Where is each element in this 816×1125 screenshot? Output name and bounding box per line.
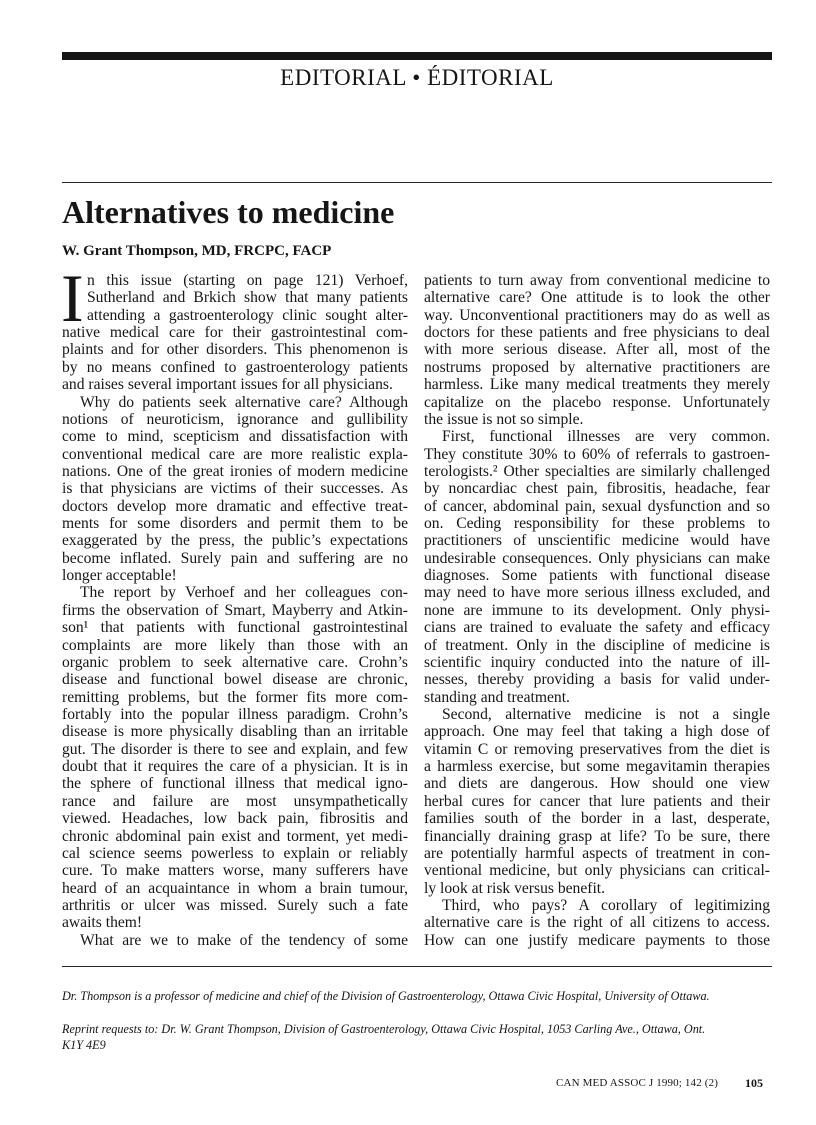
body-text-line: harmless. Like many medical treatments they merely [424,376,770,394]
article-title: Alternatives to medicine [62,194,395,230]
body-text-line: may need to have more serious illness excluded, and [424,584,770,602]
paragraph [62,584,408,931]
body-text-line: by no means confined to gastroenterology patients [62,358,408,376]
body-text-line: ly look at risk versus benefit. [424,879,606,897]
title-rule [62,182,772,183]
body-text-line: practitioners of unscientific medicine would have [424,532,770,550]
body-text-line: become inflated. Surely pain and suffering are no [62,549,408,567]
body-text-line: disease is more physically disabling than an irritable [62,723,408,741]
body-text-line: cal science seems powerless to explain or reliably [62,844,408,862]
body-text-line: the sphere of functional illness that medical igno- [62,775,408,793]
body-text-line: arthritis or ulcer was missed. Surely such a fate [62,896,408,914]
body-text-line: fortably into the popular illness paradigm. Crohn’s [62,705,408,723]
body-text-line: disease and functional bowel disease are chronic, [62,671,408,689]
paragraph [424,272,770,428]
body-text-line: and raises several important issues for all physicians. [62,376,393,394]
body-text-line: The report by Verhoef and her colleagues con- [80,584,408,602]
paragraph [424,706,770,897]
body-text-line: Why do patients seek alternative care? Although [80,393,408,411]
body-text-line: attending a gastroenterology clinic sought alter- [87,306,408,324]
body-text-line: son¹ that patients with functional gastrointestinal [62,619,408,637]
page-footer [0,1076,816,1090]
body-text-line: terologists.² Other specialties are similarly challenged [424,462,770,480]
body-text-line: n this issue (starting on page 121) Verhoef, [87,272,408,289]
body-text-line: alternative care? One attitude is to look the other [424,289,770,307]
body-text-line: of treatment. Only in the discipline of medicine is [424,636,770,654]
body-text-line: cians are trained to evaluate the safety and efficacy [424,619,770,637]
body-text-line: Third, who pays? A corollary of legitimizing [442,896,770,914]
body-text-line: families south of the border in a last, desperate, [424,810,770,828]
body-text-line: alternative care is the right of all citizens to access. [424,914,770,932]
body-text-line: ventional medicine, but only physicians can critical- [424,862,770,880]
body-text-line: with more serious disease. After all, most of the [424,341,770,359]
body-text-line: organic problem to seek alternative care. Crohn’s [62,653,408,671]
body-text-line: How can one justify medicare payments to those [424,931,770,949]
reprint-requests-note [62,1021,705,1053]
body-text-line: gut. The disorder is there to see and explain, and few [62,740,408,758]
body-text-line: heard of an acquaintance in whom a brain tumour, [62,879,408,897]
paragraph [424,428,770,706]
journal-citation: CAN MED ASSOC J 1990; 142 (2) [556,1077,719,1089]
body-text-line: capitalize on the placebo response. Unfortunately [424,393,770,411]
body-text-line: on. Ceding responsibility for these problems to [424,515,770,533]
body-text-line: patients to turn away from conventional medicine to [424,272,770,289]
body-text-line: herbal cures for cancer that lure patients and their [424,792,770,810]
body-text-line: undesirable consequences. Only physicians can make [424,549,770,567]
body-text-line: Sutherland and Brkich show that many patients [87,289,408,307]
body-text-line: doctors for these patients and free physicians to deal [424,324,770,342]
paragraph [424,897,770,949]
body-text-line: They constitute 30% to 60% of referrals to gastroen- [424,445,770,463]
body-text-line: financially draining grasp at life? To be sure, there [424,827,770,845]
section-heading: EDITORIAL • ÉDITORIAL [280,65,554,90]
body-text-line: nostrums proposed by alternative practitioners are [424,358,770,376]
body-text-line: diagnoses. Some patients with functional disease [424,567,770,585]
body-text-line: awaits them! [62,914,143,932]
body-text-line: rance and failure are most unsympathetically [62,792,408,810]
body-text-line: First, functional illnesses are very common. [442,428,770,446]
body-text-line: complaints are more likely than those with an [62,636,408,654]
body-text-line: conventional medical care are more realistic expla- [62,445,408,463]
body-text-line: way. Unconventional practitioners may do as well as [424,306,770,324]
body-text-line: scientific inquiry conducted into the nature of ill- [424,653,770,671]
body-text-line: nations. One of the great ironies of modern medicine [62,462,408,480]
body-text-line: native medical care for their gastrointestinal com- [62,324,408,342]
body-text-line: longer acceptable! [62,567,177,585]
body-column-left [61,260,408,949]
paragraph [62,932,408,949]
body-text-line: doctors develop more dramatic and effective treat- [62,497,408,515]
body-text-line: doubt that it requires the care of a physician. It is in [62,758,408,776]
body-text-line: cure. To make matters worse, many sufferers have [62,862,408,880]
body-column-right [424,272,770,949]
body-text-line: come to mind, scepticism and dissatisfaction with [62,428,408,446]
body-text-line: exaggerated by the press, the public’s expectations [62,532,408,550]
body-text-line: Second, alternative medicine is not a single [442,705,770,723]
body-text-line: notions of neuroticism, ignorance and gullibility [62,410,408,428]
author-byline: W. Grant Thompson, MD, FRCPC, FACP [62,243,332,259]
drop-cap: I [61,260,84,336]
body-text-line: none are immune to its development. Only physi- [424,601,770,619]
body-text-line: are potentially harmful aspects of treatment in con- [424,844,770,862]
body-text-line: plaints and for other disorders. This phenomenon is [62,341,408,359]
paragraph [62,394,408,585]
body-text-line: vitamin C or removing preservatives from the diet is [424,740,770,758]
footnote-rule [62,966,772,967]
reprint-line: K1Y 4E9 [62,1038,106,1052]
body-text-line: What are we to make of the tendency of some [80,931,408,949]
body-text-line: viewed. Headaches, low back pain, fibrositis and [62,810,408,828]
body-text-line: ments for some disorders and permit them to be [62,515,408,533]
header-rule [62,52,772,60]
body-text-line: a harmless exercise, but some megavitamin therapies [424,758,770,776]
body-text-line: chronic abdominal pain exist and torment, yet medi- [62,827,408,845]
body-text-line: of cancer, abdominal pain, sexual dysfunction and so [424,497,770,515]
body-text-line: and diets are dangerous. How should one view [424,775,770,793]
body-text-line: firms the observation of Smart, Mayberry and Atkin- [62,601,408,619]
author-affiliation-note: Dr. Thompson is a professor of medicine and chief of the Division of Gastroenterology, Ottawa Civic Hospital, University of Ottawa. [62,989,710,1003]
paragraph [61,260,408,394]
reprint-line: Reprint requests to: Dr. W. Grant Thompson, Division of Gastroenterology, Ottawa Civic Hospital, 1053 Carling Ave., Ottawa, Ont. [62,1022,706,1036]
page-number: 105 [745,1076,763,1090]
body-text-line: remitting problems, but the former fits more com- [62,688,408,706]
body-text-line: standing and treatment. [424,688,570,706]
body-text-line: is that physicians are victims of their successes. As [62,480,408,498]
body-text-line: approach. One may feel that taking a high dose of [424,723,770,741]
body-text-line: the issue is not so simple. [424,410,584,428]
body-text-line: by noncardiac chest pain, fibrositis, headache, fear [424,480,770,498]
body-text-line: nesses, thereby providing a basis for valid under- [424,671,770,689]
